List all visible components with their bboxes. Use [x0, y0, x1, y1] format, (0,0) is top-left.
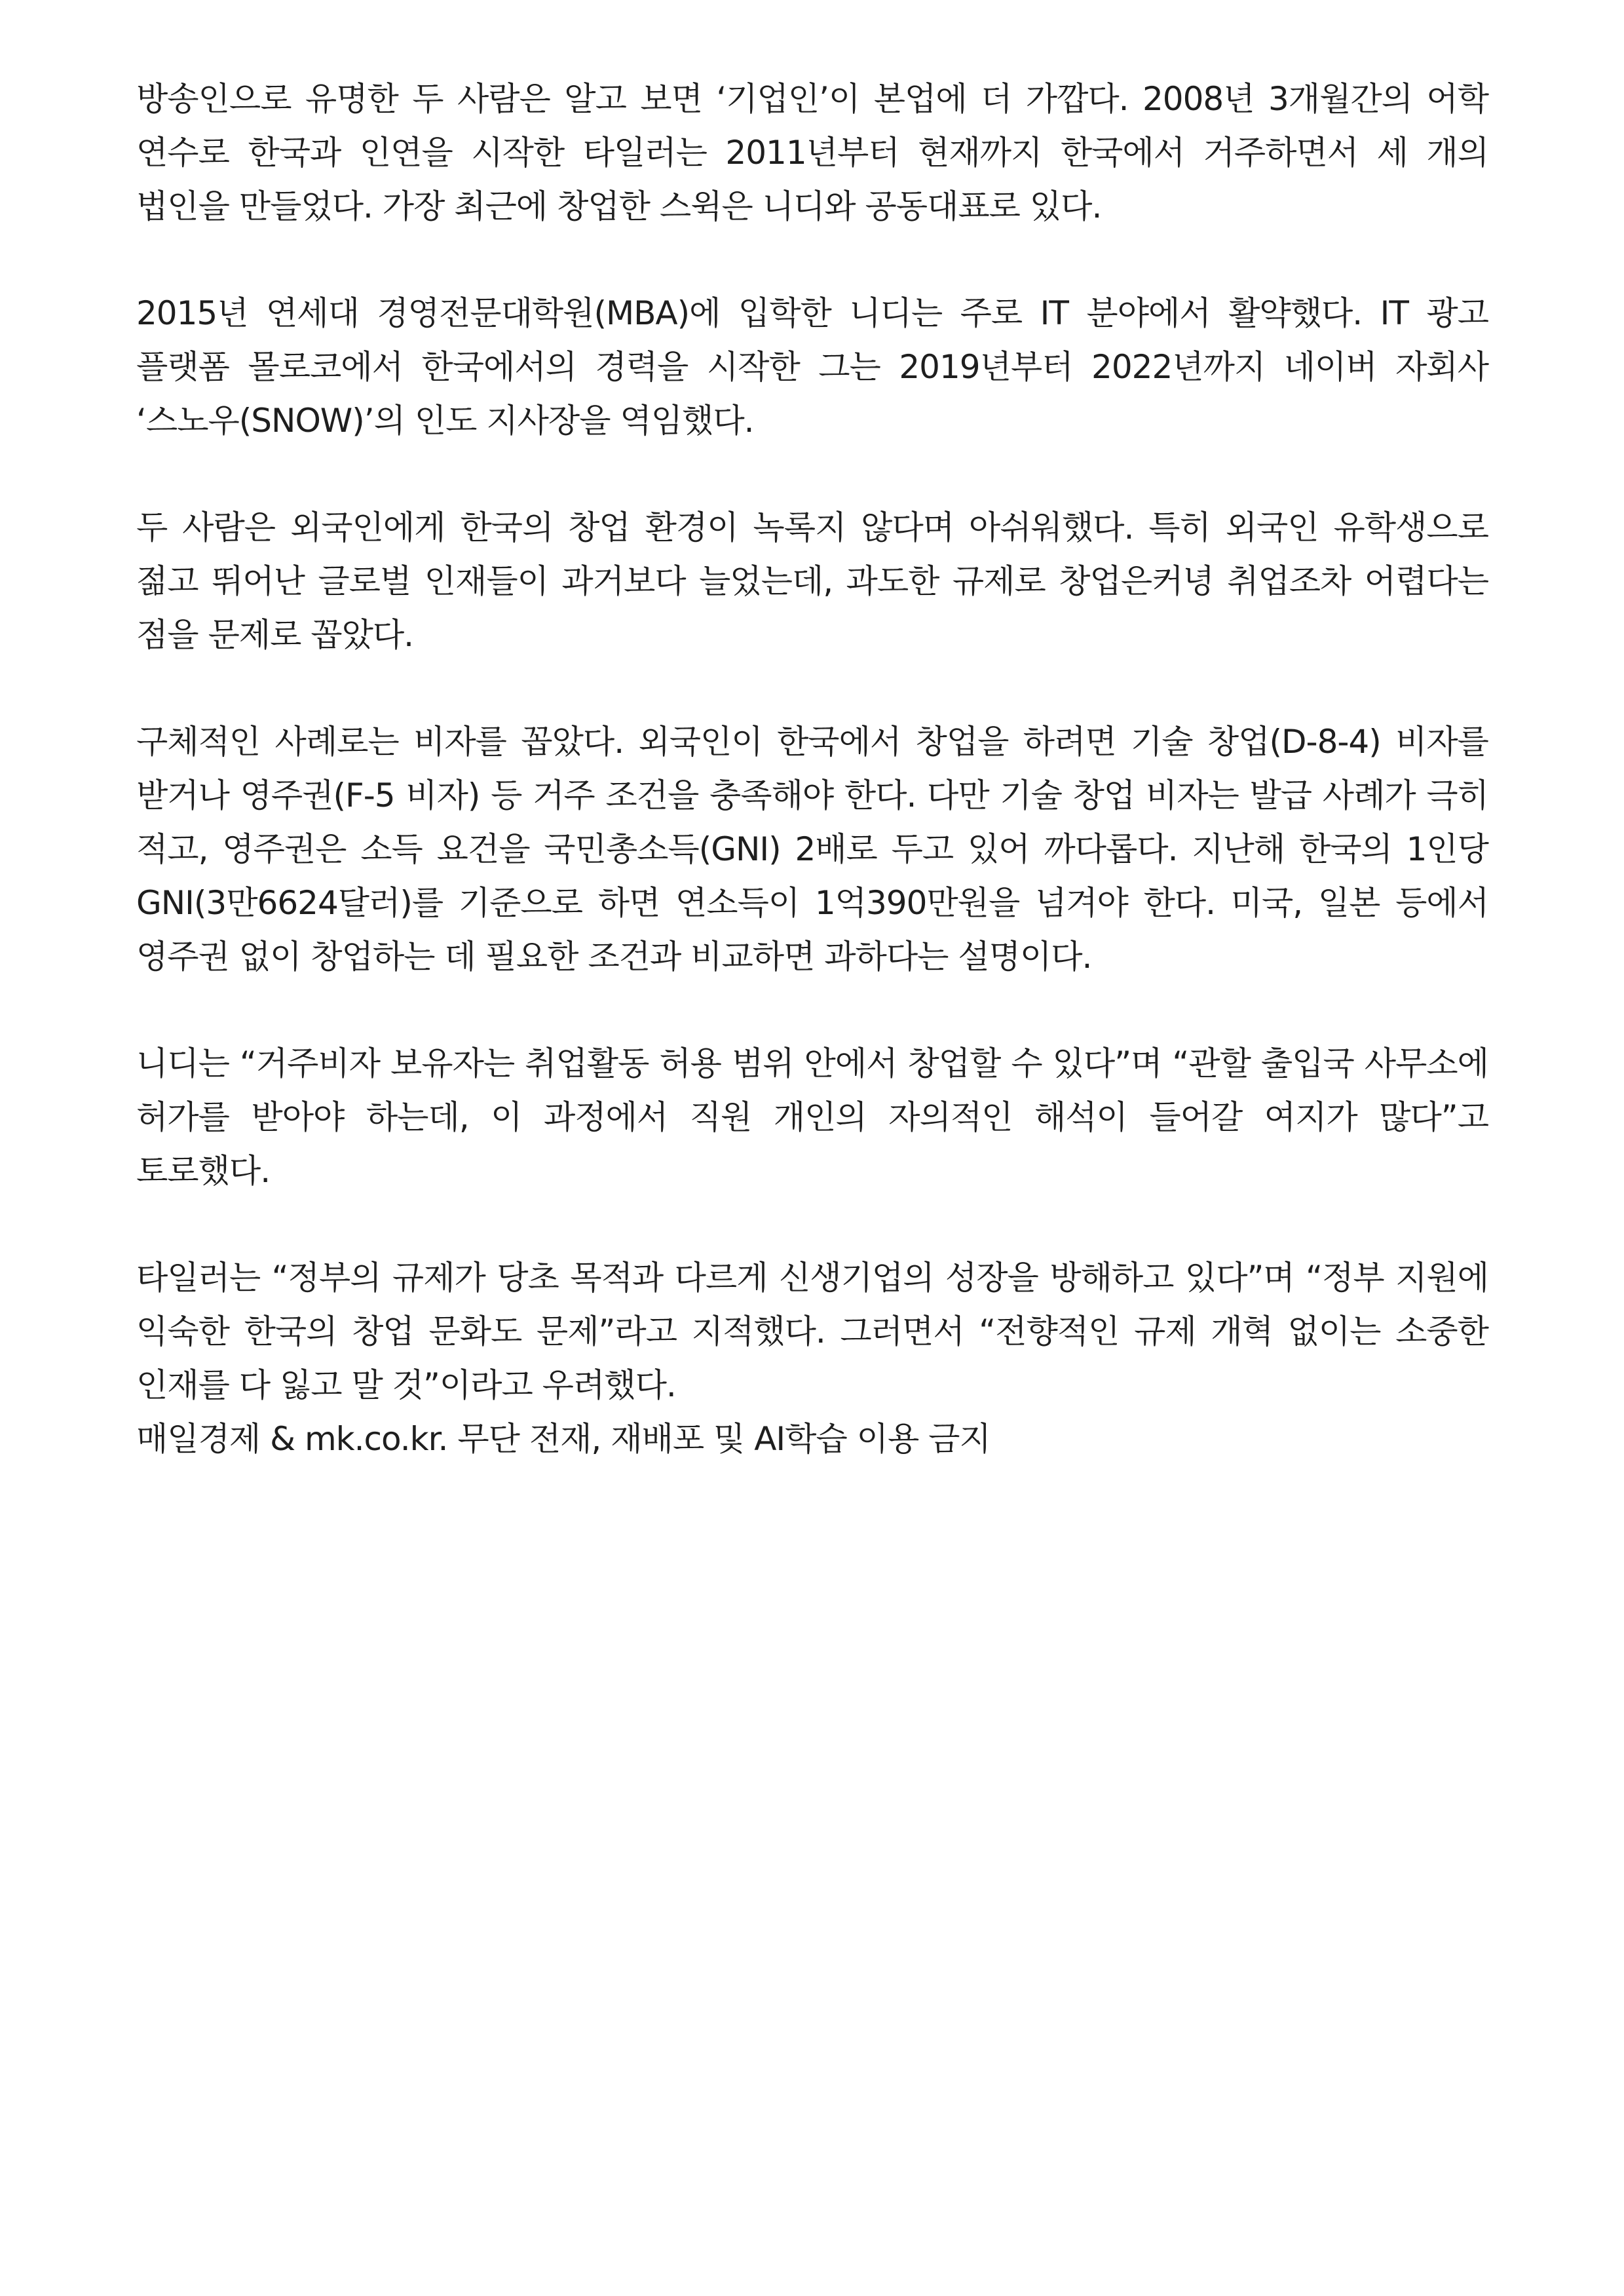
copyright-notice: 매일경제 & mk.co.kr. 무단 전재, 재배포 및 AI학습 이용 금지: [136, 1420, 991, 1458]
article-paragraph-4: 구체적인 사례로는 비자를 꼽았다. 외국인이 한국에서 창업을 하려면 기술 창업(D-8-4) 비자를 받거나 영주권(F-5 비자) 등 거주 조건을 충족해야 한다. 다만 기술 창업 비자는 발급 사례가 극히 적고, 영주권은 소득 요건을 국민총소득(GNI) 2배로 두고 있어 까다롭다. 지난해 한국의 1인당 GNI(3만6624달러)를 기준으로 하면 연소득이 1억390만원을 넘겨야 한다. 미국, 일본 등에서 영주권 없이 창업하는 데 필요한 조건과 비교하면 과하다는 설명이다.: [136, 723, 1488, 976]
article-paragraph-3: 두 사람은 외국인에게 한국의 창업 환경이 녹록지 않다며 아쉬워했다. 특히 외국인 유학생으로 젊고 뛰어난 글로벌 인재들이 과거보다 늘었는데, 과도한 규제로 창업은커녕 취업조차 어렵다는 점을 문제로 꼽았다.: [136, 508, 1488, 654]
article-paragraph-5: 니디는 “거주비자 보유자는 취업활동 허용 범위 안에서 창업할 수 있다”며 “관할 출입국 사무소에 허가를 받아야 하는데, 이 과정에서 직원 개인의 자의적인 해석이 들어갈 여지가 많다”고 토로했다.: [136, 1044, 1488, 1190]
article-paragraph-1: 방송인으로 유명한 두 사람은 알고 보면 ‘기업인’이 본업에 더 가깝다. 2008년 3개월간의 어학 연수로 한국과 인연을 시작한 타일러는 2011년부터 현재까지 한국에서 거주하면서 세 개의 법인을 만들었다. 가장 최근에 창업한 스윅은 니디와 공동대표로 있다.: [136, 80, 1488, 225]
article-body: [136, 72, 1488, 1466]
article-paragraph-2: 2015년 연세대 경영전문대학원(MBA)에 입학한 니디는 주로 IT 분야에서 활약했다. IT 광고 플랫폼 몰로코에서 한국에서의 경력을 시작한 그는 2019년부터 2022년까지 네이버 자회사 ‘스노우(SNOW)’의 인도 지사장을 역임했다.: [136, 294, 1488, 440]
article-paragraph-6: 타일러는 “정부의 규제가 당초 목적과 다르게 신생기업의 성장을 방해하고 있다”며 “정부 지원에 익숙한 한국의 창업 문화도 문제”라고 지적했다. 그러면서 “전향적인 규제 개혁 없이는 소중한 인재를 다 잃고 말 것”이라고 우려했다.: [136, 1259, 1488, 1404]
